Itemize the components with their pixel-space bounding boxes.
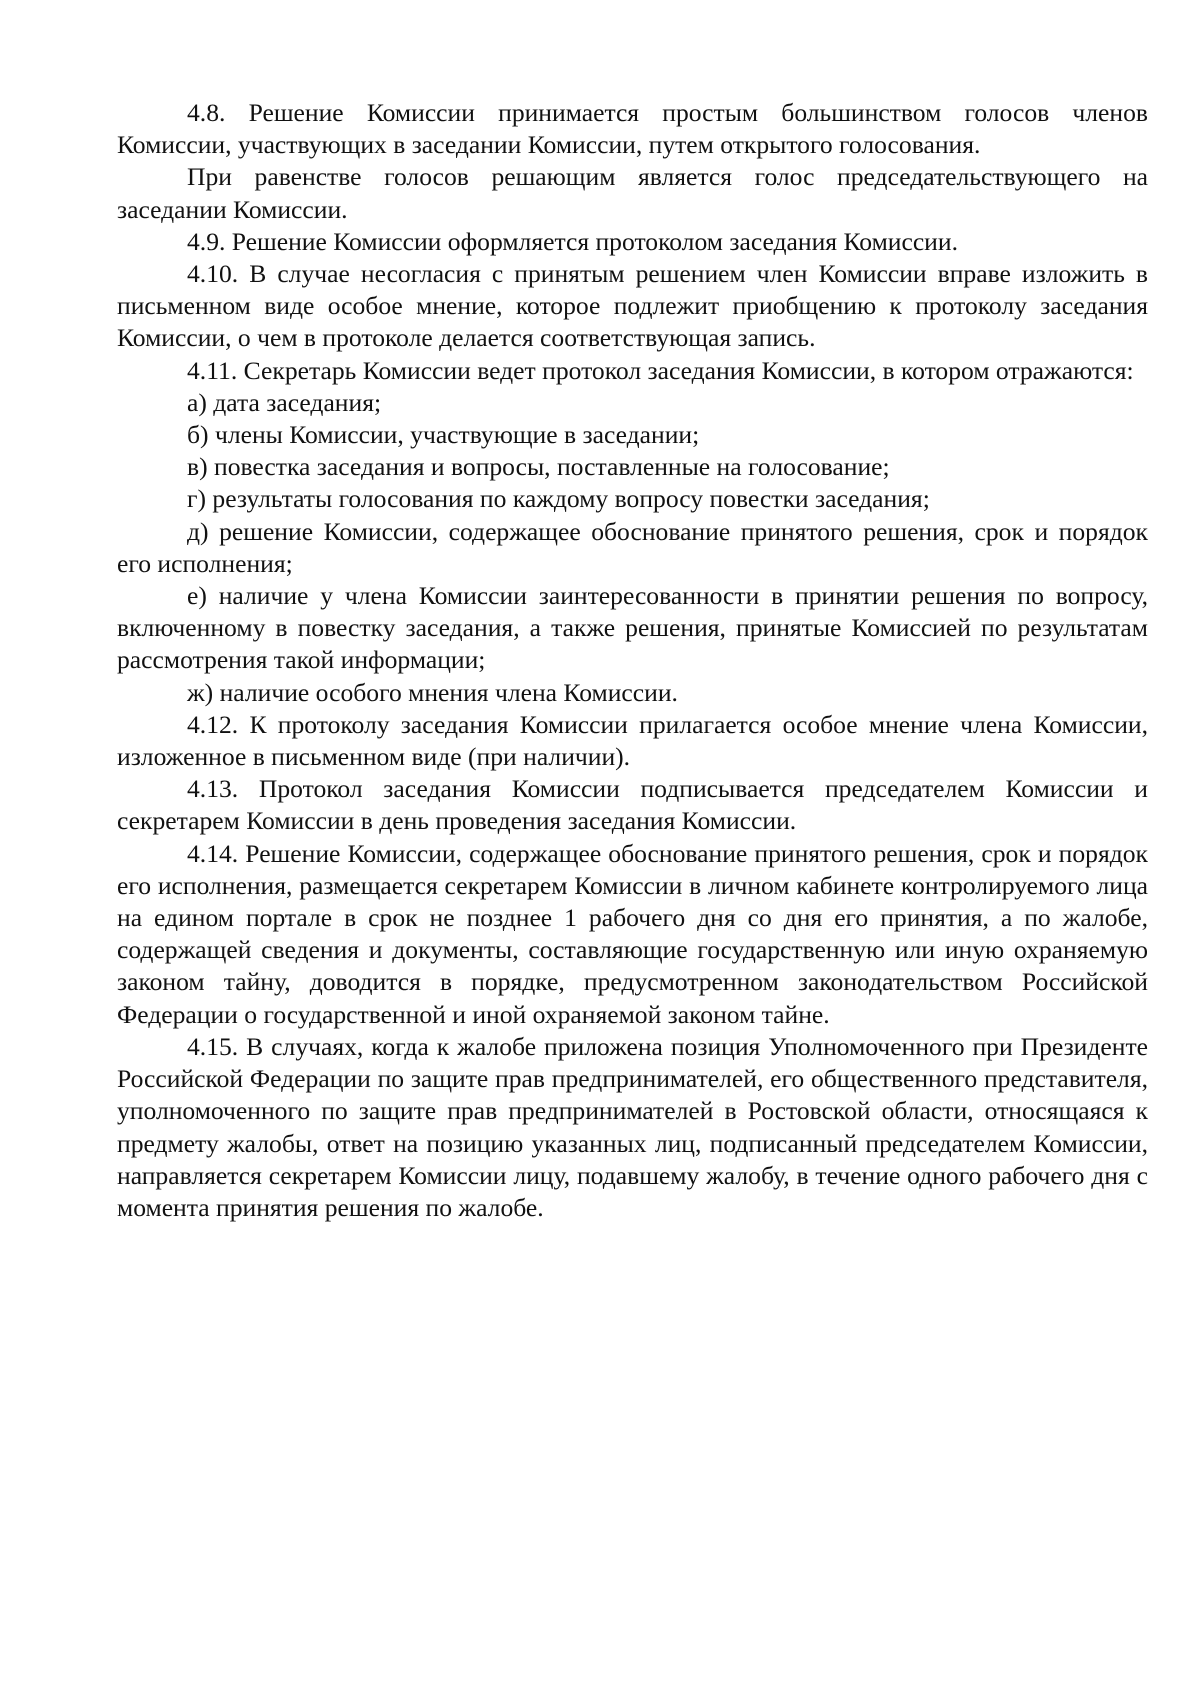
document-page <box>117 97 1148 1224</box>
list-item-v: в) повестка заседания и вопросы, поставленные на голосование; <box>187 452 890 482</box>
list-item-d: д) решение Комиссии, содержащее обоснование принятого решения, срок и порядок его исполнения; <box>117 516 1148 578</box>
list-item-e: е) наличие у члена Комиссии заинтересованности в принятии решения по вопросу, включенному в повестку заседания, а также решения, принятые Комиссией по результатам рассмотрения такой информации; <box>117 581 1148 675</box>
paragraph-4-14: 4.14. Решение Комиссии, содержащее обоснование принятого решения, срок и порядок его исполнения, размещается секретарем Комиссии в личном кабинете контролируемого лица на едином портале в срок не позднее 1 рабочего дня со дня его принятия, а по жалобе, содержащей сведения и документы, составляющие государственную или иную охраняемую законом тайну, доводится в порядке, предусмотренном законодательством Российской Федерации о государственной и иной охраняемой законом тайне. <box>117 838 1148 1029</box>
paragraph-4-15: 4.15. В случаях, когда к жалобе приложена позиция Уполномоченного при Президенте Российской Федерации по защите прав предпринимателей, его общественного представителя, уполномоченного по защите прав предпринимателей в Ростовской области, относящаяся к предмету жалобы, ответ на позицию указанных лиц, подписанный председателем Комиссии, направляется секретарем Комиссии лицу, подавшему жалобу, в течение одного рабочего дня с момента принятия решения по жалобе. <box>117 1031 1148 1222</box>
paragraph-4-9: 4.9. Решение Комиссии оформляется протоколом заседания Комиссии. <box>187 226 958 256</box>
list-item-g: г) результаты голосования по каждому вопросу повестки заседания; <box>187 484 930 514</box>
paragraph-4-11: 4.11. Секретарь Комиссии ведет протокол заседания Комиссии, в котором отражаются: <box>187 355 1134 385</box>
list-item-a: а) дата заседания; <box>187 387 382 417</box>
paragraph-4-12: 4.12. К протоколу заседания Комиссии прилагается особое мнение члена Комиссии, изложенное в письменном виде (при наличии). <box>117 709 1148 772</box>
paragraph-4-8: 4.8. Решение Комиссии принимается простым большинством голосов членов Комиссии, участвующих в заседании Комиссии, путем открытого голосования. <box>117 98 1148 160</box>
list-item-b: б) члены Комиссии, участвующие в заседании; <box>187 420 700 450</box>
paragraph-4-8-tie-vote: При равенстве голосов решающим является голос председательствующего на заседании Комиссии. <box>117 162 1148 224</box>
paragraph-4-10: 4.10. В случае несогласия с принятым решением член Комиссии вправе изложить в письменном виде особое мнение, которое подлежит приобщению к протоколу заседания Комиссии, о чем в протоколе делается соответствующая запись. <box>117 259 1148 353</box>
list-item-zh: ж) наличие особого мнения члена Комиссии. <box>187 677 678 707</box>
paragraph-4-13: 4.13. Протокол заседания Комиссии подписывается председателем Комиссии и секретарем Комиссии в день проведения заседания Комиссии. <box>117 774 1148 836</box>
